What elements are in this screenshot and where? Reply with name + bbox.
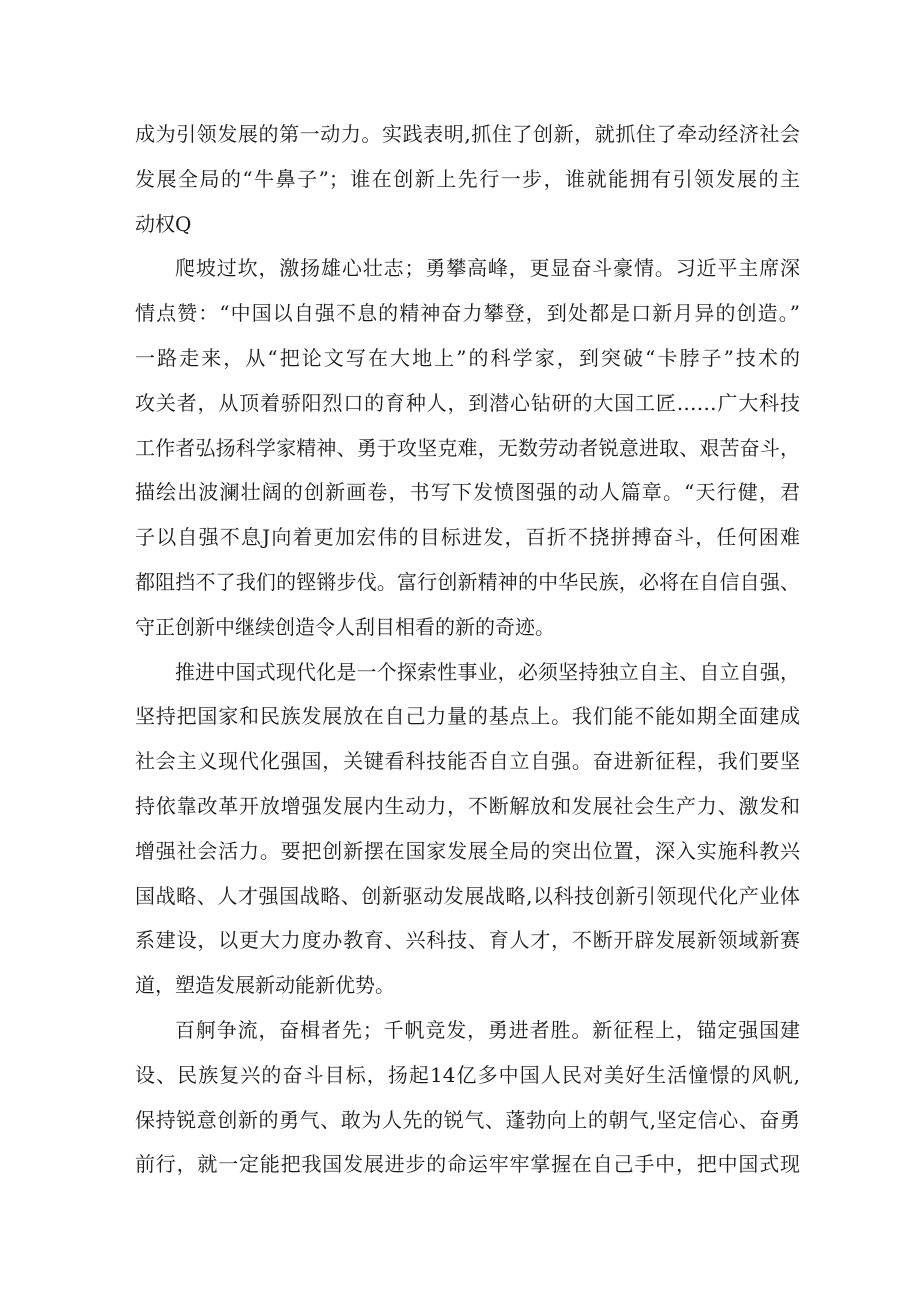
text-line: 子以自强不息J向着更加宏伟的目标进发，百折不挠拼搏奋斗，任何困难 — [135, 525, 800, 550]
paragraph — [135, 112, 800, 246]
text-line: 国战略、人才强国战略、创新驱动发展战略,以科技创新引领现代化产业体 — [135, 883, 800, 908]
text-line: 动权Q — [135, 211, 192, 236]
text-line: 坚持把国家和民族发展放在自己力量的基点上。我们能不能如期全面建成 — [135, 704, 800, 729]
text-line: 增强社会活力。要把创新摆在国家发展全局的突出位置，深入实施科教兴 — [135, 838, 800, 863]
text-line: 保持锐意创新的勇气、敢为人先的锐气、蓬勃向上的朝气,坚定信心、奋勇 — [135, 1107, 800, 1132]
text-line: 系建设，以更大力度办教育、兴科技、育人才，不断开辟发展新领域新赛 — [135, 928, 800, 953]
text-line: 一路走来，从“把论文写在大地上”的科学家，到突破“卡脖子”技术的 — [135, 345, 800, 370]
text-line: 攻关者，从顶着骄阳烈口的育种人，到潜心钻研的大国工匠……广大科技 — [135, 390, 800, 415]
text-line: 守正创新中继续创造令人刮目相看的新的奇迹。 — [135, 614, 555, 639]
text-line: 推进中国式现代化是一个探索性事业，必须坚持独立自主、自立自强， — [175, 659, 800, 684]
paragraph — [135, 650, 800, 1008]
text-line: 发展全局的“牛鼻子”；谁在创新上先行一步，谁就能拥有引领发展的主 — [135, 166, 800, 191]
text-line: 设、民族复兴的奋斗目标，扬起14亿多中国人民对美好生活憧憬的风帆, — [135, 1062, 800, 1087]
document-body — [135, 112, 800, 1187]
text-line: 都阻挡不了我们的铿锵步伐。富行创新精神的中华民族，必将在自信自强、 — [135, 569, 800, 594]
text-line: 前行，就一定能把我国发展进步的命运牢牢掌握在自己手中，把中国式现 — [135, 1152, 800, 1177]
paragraph — [135, 246, 800, 649]
paragraph — [135, 1008, 800, 1187]
text-line: 爬坡过坎，激扬雄心壮志；勇攀高峰，更显奋斗豪情。习近平主席深 — [175, 256, 800, 281]
text-line: 成为引领发展的第一动力。实践表明,抓住了创新，就抓住了牵动经济社会 — [135, 122, 800, 146]
text-line: 工作者弘扬科学家精神、勇于攻坚克难，无数劳动者锐意进取、艰苦奋斗， — [135, 435, 800, 460]
text-line: 社会主义现代化强国，关键看科技能否自立自强。奋进新征程，我们要坚 — [135, 749, 800, 774]
text-line: 描绘出波澜壮阔的创新画卷，书写下发愤图强的动人篇章。“天行健，君 — [135, 480, 800, 505]
text-line: 百舸争流，奋楫者先；千帆竞发，勇进者胜。新征程上，锚定强国建 — [175, 1017, 800, 1042]
text-line: 道，塑造发展新动能新优势。 — [135, 973, 395, 998]
text-line: 持依靠改革开放增强发展内生动力，不断解放和发展社会生产力、激发和 — [135, 793, 800, 818]
text-line: 情点赞：“中国以自强不息的精神奋力攀登，到处都是口新月异的创造。” — [135, 301, 800, 326]
